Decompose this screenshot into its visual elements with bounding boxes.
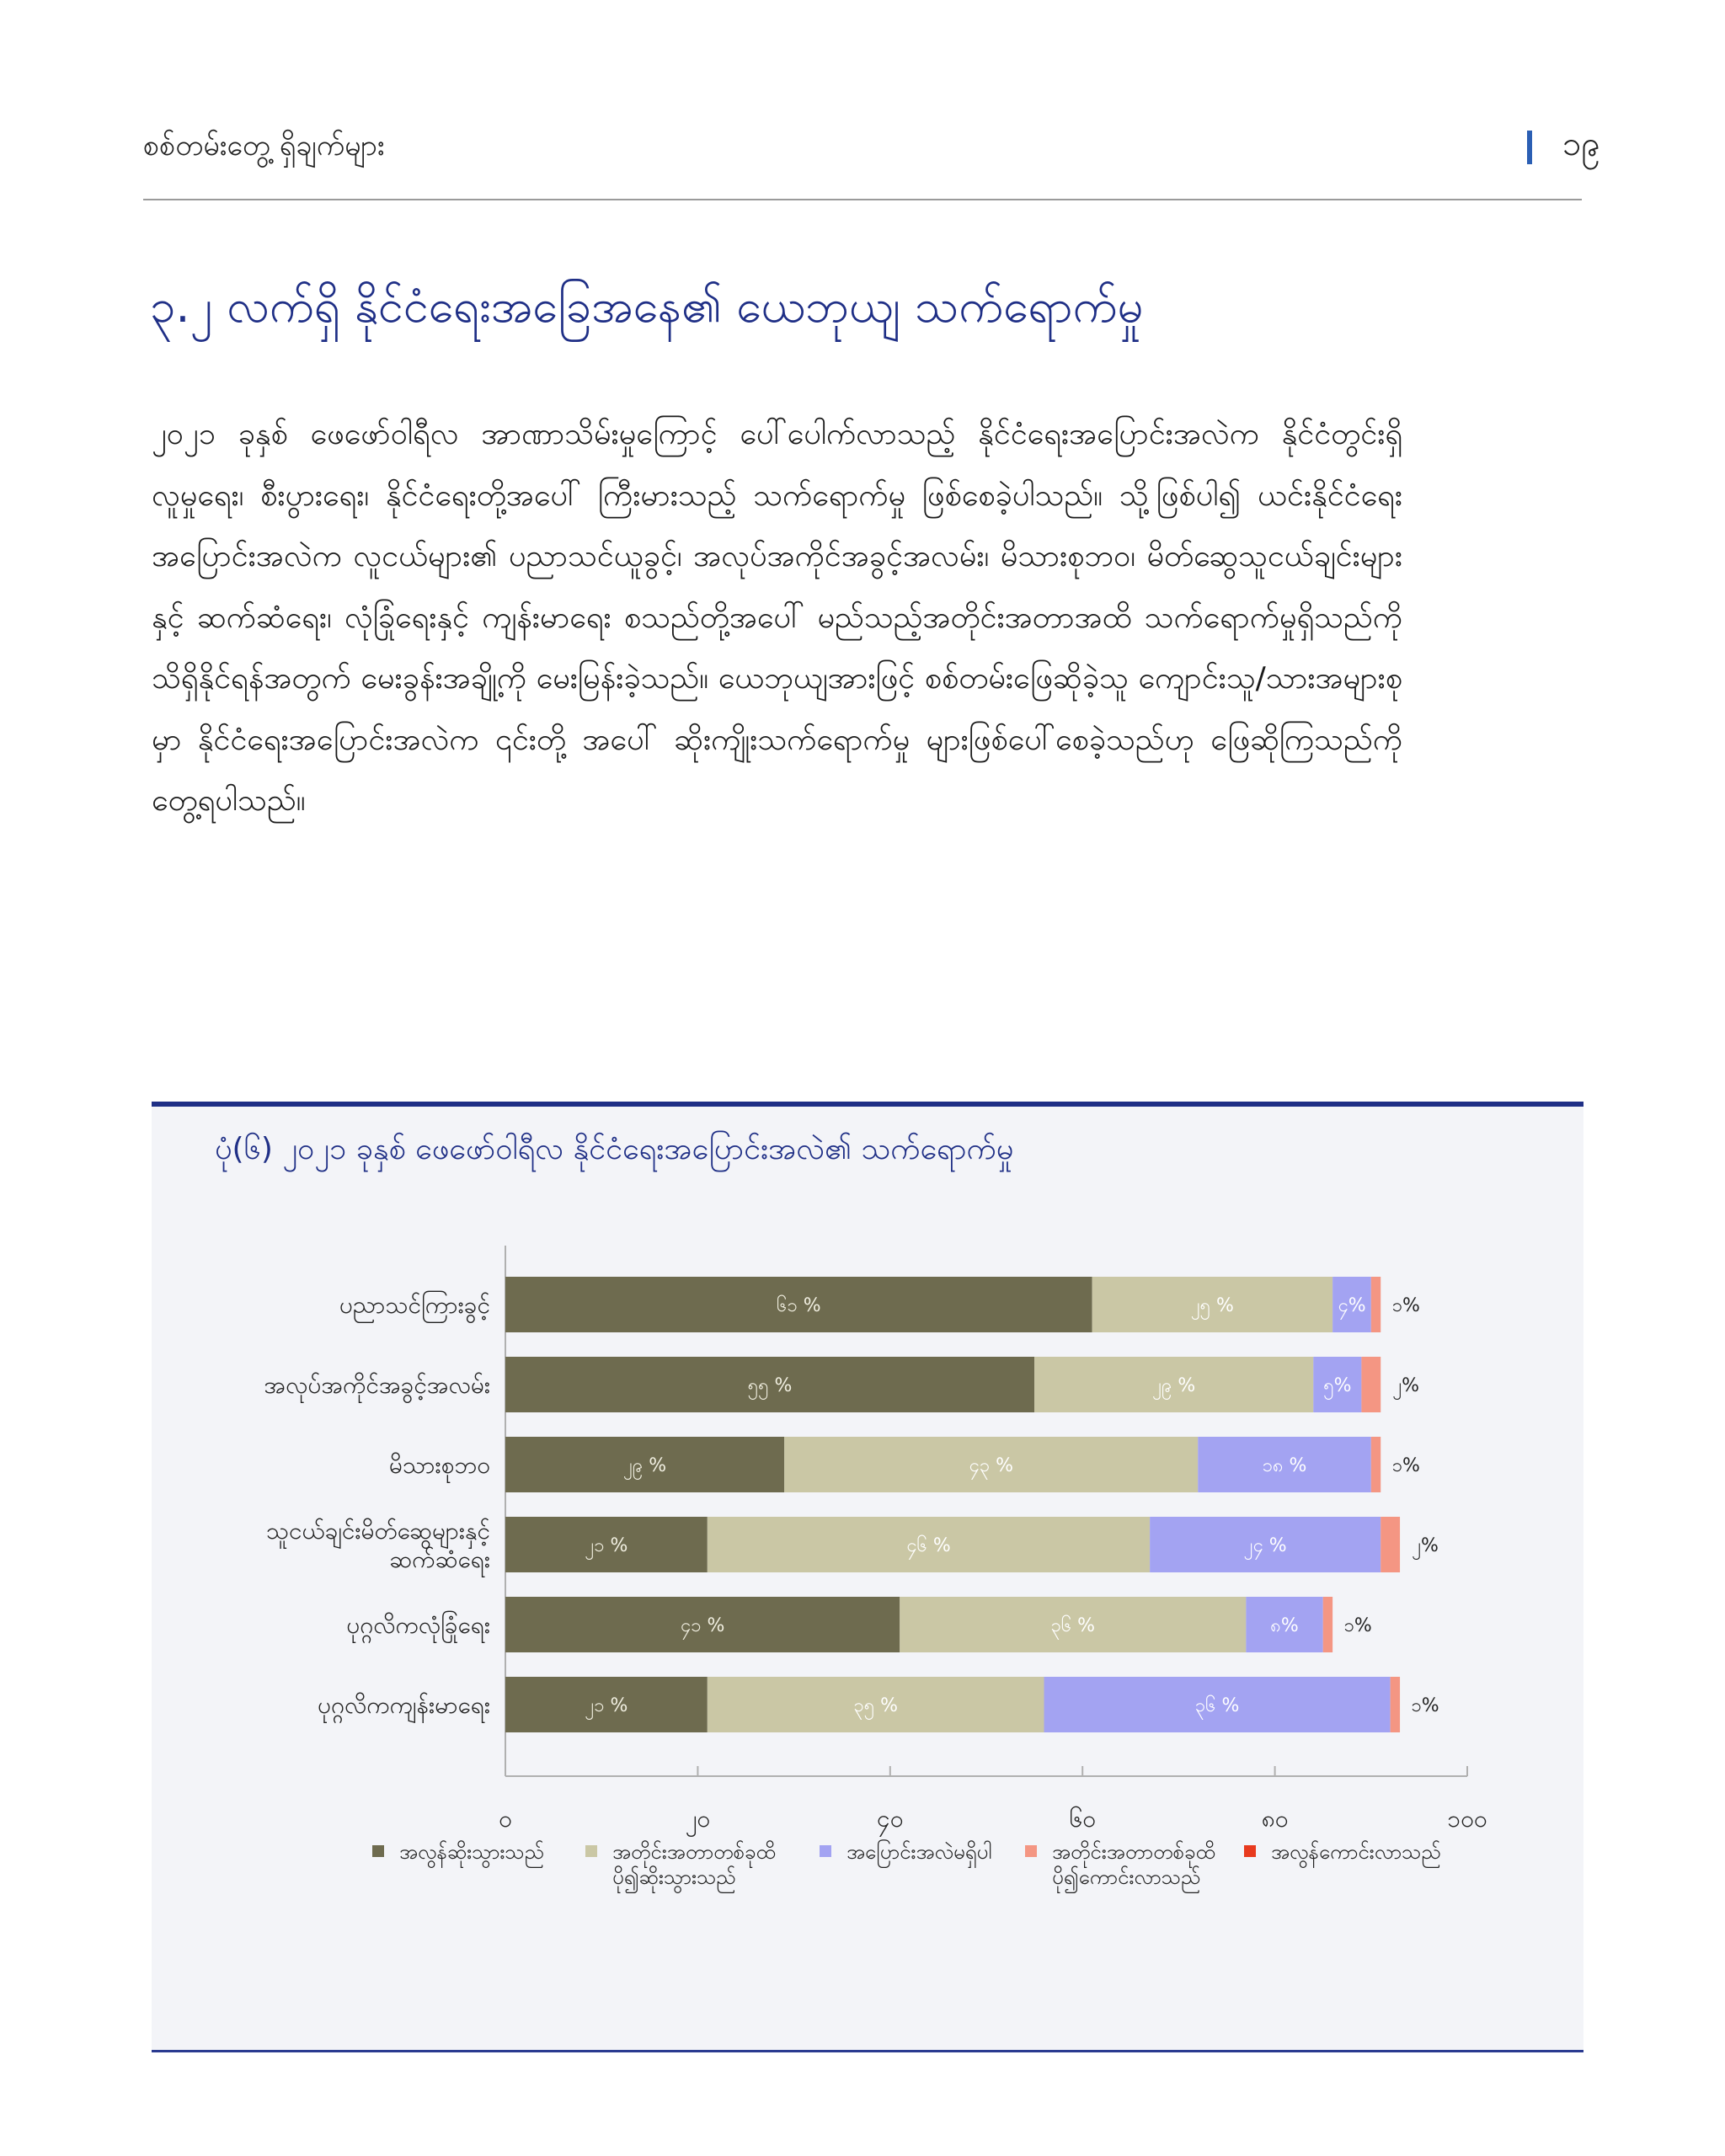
bar-data-label: ၁% bbox=[1411, 1695, 1439, 1716]
bar-data-label: ၂% bbox=[1412, 1535, 1439, 1556]
bar-segment bbox=[1323, 1597, 1332, 1652]
bar-data-label: ၅% bbox=[1323, 1375, 1352, 1396]
bar-data-label: ၄၃ % bbox=[969, 1455, 1014, 1476]
category-label: ပညာသင်ကြားခွင့် bbox=[339, 1291, 490, 1319]
x-tick-label: ၈၀ bbox=[1261, 1805, 1289, 1833]
bar-data-label: ၂၅ % bbox=[1190, 1295, 1234, 1316]
page-number-block bbox=[1527, 122, 1600, 172]
header-divider bbox=[143, 199, 1582, 200]
bar-data-label: ၄% bbox=[1338, 1295, 1366, 1316]
x-tick-label: ၆၀ bbox=[1069, 1805, 1096, 1833]
bar-data-label: ၂% bbox=[1392, 1375, 1420, 1396]
bar-data-label: ၁% bbox=[1391, 1455, 1420, 1476]
bar-data-label: ၂၁ % bbox=[585, 1695, 628, 1716]
bar-segment bbox=[1371, 1437, 1381, 1492]
bar-data-label: ၂၁ % bbox=[585, 1535, 628, 1556]
category-label: သူငယ်ချင်းမိတ်ဆွေများနှင့်ဆက်ဆံရေး bbox=[265, 1517, 490, 1573]
section-title: ၃.၂ လက်ရှိ နိုင်ငံရေးအခြေအနေ၏ ယေဘုယျ သက်ရောက်မှု bbox=[150, 280, 1144, 333]
bar-data-label: ၂၉ % bbox=[1152, 1375, 1196, 1396]
bar-data-label: ၄၆ % bbox=[906, 1535, 951, 1556]
bar-data-label: ၃၆ % bbox=[1194, 1695, 1240, 1716]
bar-data-label: ၈% bbox=[1270, 1615, 1299, 1636]
bar-segment bbox=[1391, 1677, 1400, 1732]
bar-data-label: ၅၅ % bbox=[747, 1375, 793, 1396]
x-tick-label: ၀ bbox=[499, 1805, 512, 1833]
stacked-bar-chart bbox=[152, 1107, 1583, 2050]
legend-label: အပြောင်းအလဲမရှိပါ bbox=[846, 1840, 992, 1864]
x-tick-label: ၄၀ bbox=[877, 1805, 904, 1833]
bar-segment bbox=[1361, 1357, 1381, 1412]
legend-label: အတိုင်းအတာတစ်ခုထိပို၍ဆိုးသွားသည် bbox=[612, 1840, 776, 1889]
category-label: ပုဂ္ဂလိကကျန်းမာရေး bbox=[318, 1691, 490, 1719]
bar-data-label: ၄၁ % bbox=[680, 1615, 725, 1636]
page-number: ၁၉ bbox=[1562, 125, 1600, 163]
category-label: ပုဂ္ဂလိကလုံခြုံရေး bbox=[346, 1611, 490, 1639]
category-label: မိသားစုဘဝ bbox=[388, 1451, 490, 1479]
legend-swatch bbox=[820, 1845, 831, 1857]
bar-segment bbox=[1371, 1277, 1381, 1332]
legend-swatch bbox=[1244, 1845, 1256, 1857]
legend-swatch bbox=[1025, 1845, 1037, 1857]
bar-data-label: ၂၄ % bbox=[1243, 1535, 1287, 1556]
header-accent-bar bbox=[1527, 131, 1532, 164]
bar-data-label: ၁% bbox=[1343, 1615, 1372, 1636]
legend-label: အလွန်ဆိုးသွားသည် bbox=[399, 1840, 544, 1864]
figure-bottom-rule bbox=[152, 2050, 1583, 2052]
legend-label: အတိုင်းအတာတစ်ခုထိပို၍ကောင်းလာသည် bbox=[1052, 1840, 1215, 1889]
x-tick-label: ၂၀ bbox=[685, 1805, 711, 1833]
figure-title: ပုံ(၆) ၂၀၂၁ ခုနှစ် ဖေဖော်ဝါရီလ နိုင်ငံရေးအပြောင်းအလဲ၏ သက်ရောက်မှု bbox=[215, 1132, 1014, 1166]
bar-data-label: ၂၉ % bbox=[623, 1455, 667, 1476]
legend-swatch bbox=[585, 1845, 597, 1857]
legend-swatch bbox=[372, 1845, 384, 1857]
bar-data-label: ၁၈ % bbox=[1262, 1455, 1307, 1476]
category-label: အလုပ်အကိုင်အခွင့်အလမ်း bbox=[264, 1371, 490, 1399]
bar-segment bbox=[1381, 1517, 1400, 1572]
bar-data-label: ၆၁ % bbox=[776, 1295, 821, 1316]
x-tick-label: ၁၀၀ bbox=[1447, 1805, 1487, 1833]
body-paragraph: ၂၀၂၁ ခုနှစ် ဖေဖော်ဝါရီလ အာဏာသိမ်းမှုကြောင့် ပေါ်ပေါက်လာသည့် နိုင်ငံရေးအပြောင်းအလဲက နိုင်ငံတွင်းရှိ လူမှုရေး၊ စီးပွားရေး၊ နိုင်ငံရေးတို့အပေါ် ကြီးမားသည့် သက်ရောက်မှု ဖြစ်စေခဲ့ပါသည်။ သို့ဖြစ်ပါ၍ ယင်းနိုင်ငံရေး အပြောင်းအလဲက လူငယ်များ၏ ပညာသင်ယူခွင့်၊ အလုပ်အကိုင်အခွင့်အလမ်း၊ မိသားစုဘဝ၊ မိတ်ဆွေသူငယ်ချင်းများနှင့် ဆက်ဆံရေး၊ လုံခြုံရေးနှင့် ကျန်းမာရေး စသည်တို့အပေါ် မည်သည့်အတိုင်းအတာအထိ သက်ရောက်မှုရှိသည်ကို သိရှိနိုင်ရန်အတွက် မေးခွန်းအချို့ကို မေးမြန်းခဲ့သည်။ ယေဘုယျအားဖြင့် စစ်တမ်းဖြေဆိုခဲ့သူ ကျောင်းသူ/သားအများစုမှာ နိုင်ငံရေးအပြောင်းအလဲက ၎င်းတို့ အပေါ် ဆိုးကျိုးသက်ရောက်မှု များဖြစ်ပေါ်စေခဲ့သည်ဟု ဖြေဆိုကြသည်ကို တွေ့ရပါသည်။ bbox=[152, 417, 1402, 818]
bar-data-label: ၃၆ % bbox=[1050, 1615, 1096, 1636]
legend-label: အလွန်ကောင်းလာသည် bbox=[1271, 1840, 1441, 1864]
bar-data-label: ၁% bbox=[1391, 1295, 1420, 1316]
running-header-title: စစ်တမ်းတွေ့ ရှိချက်များ bbox=[143, 129, 385, 163]
bar-data-label: ၃၅ % bbox=[853, 1695, 898, 1716]
